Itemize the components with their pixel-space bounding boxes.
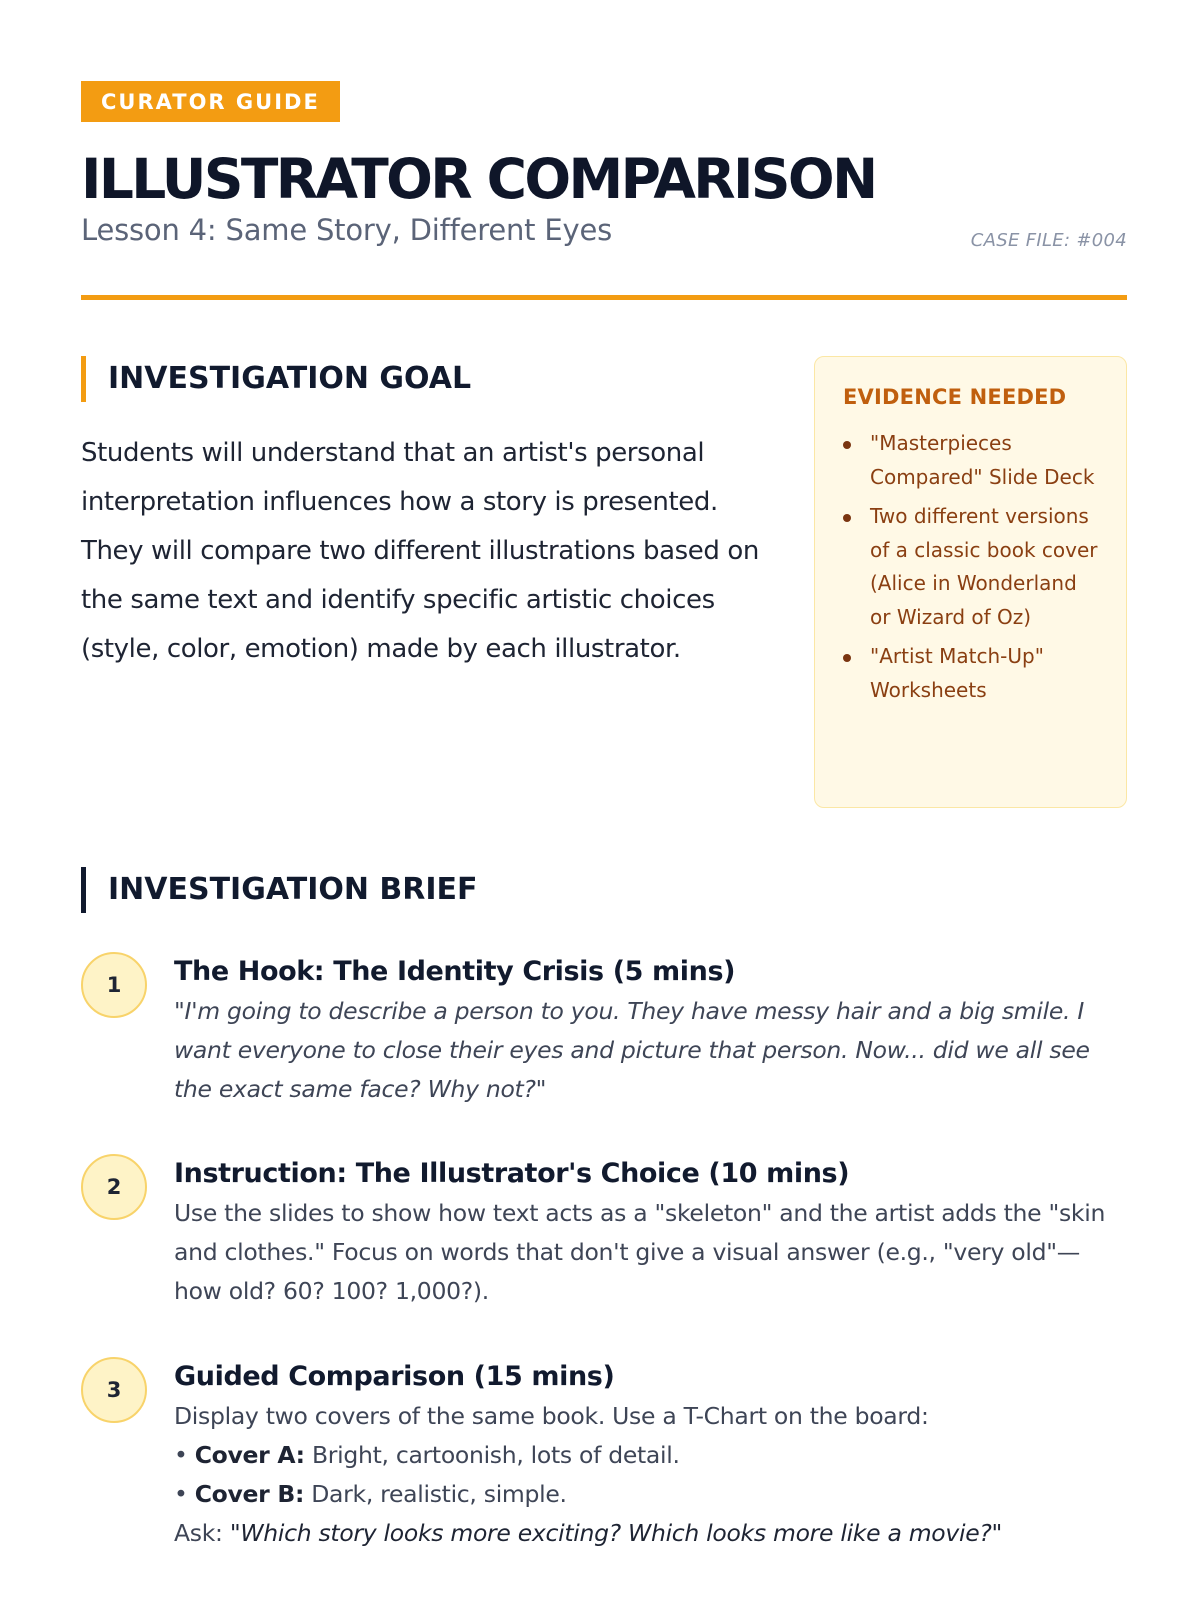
cover-b-line (174, 1475, 1127, 1514)
evidence-item: "Artist Match-Up" Worksheets (843, 640, 1100, 707)
ask-line (174, 1514, 1127, 1553)
step-text: Use the slides to show how text acts as a "skeleton" and the artist adds the "skin and clothes." Focus on words that don't give a visual answer (e.g., "very old"—how old? 60? 100? 1,000?). (174, 1199, 1106, 1305)
header-divider (81, 295, 1127, 300)
step-body (174, 952, 1127, 1109)
evidence-needed-title: EVIDENCE NEEDED (843, 385, 1067, 409)
investigation-goal-text: Students will understand that an artist's personal interpretation influences how a story is presented. They will compare two different illustrations based on the same text and identify specific artistic choices (style, color, emotion) made by each illustrator. (81, 438, 759, 664)
step-title: Guided Comparison (15 mins) (174, 1361, 615, 1392)
investigation-brief-heading: INVESTIGATION BRIEF (81, 867, 771, 913)
lesson-page (81, 81, 1127, 1547)
cover-a-text: Bright, cartoonish, lots of detail. (304, 1441, 680, 1469)
step-intro: Display two covers of the same book. Use a T-Chart on the board: (174, 1402, 929, 1430)
step-title: Instruction: The Illustrator's Choice (10 mins) (174, 1158, 850, 1189)
bullet: • (174, 1441, 188, 1469)
step-body (174, 1154, 1127, 1311)
investigation-goal-heading: INVESTIGATION GOAL (81, 356, 771, 402)
step-quote: "I'm going to describe a person to you. They have messy hair and a big smile. I want everyone to close their eyes and picture that person. Now... did we all see the exact same face? Why not?" (174, 997, 1090, 1103)
evidence-item: "Masterpieces Compared" Slide Deck (843, 427, 1100, 494)
step-title: The Hook: The Identity Crisis (5 mins) (174, 956, 736, 987)
evidence-needed-box (814, 356, 1127, 808)
step-number-badge: 1 (81, 952, 147, 1018)
case-file-label: CASE FILE: #004 (970, 230, 1127, 251)
evidence-list (843, 427, 1100, 707)
cover-b-label: Cover B: (194, 1480, 305, 1508)
cover-a-label: Cover A: (194, 1441, 305, 1469)
page-title: ILLUSTRATOR COMPARISON (81, 147, 876, 211)
bullet: • (174, 1480, 188, 1508)
evidence-item: Two different versions of a classic book cover (Alice in Wonderland or Wizard of Oz) (843, 500, 1100, 634)
cover-a-line (174, 1436, 1127, 1475)
lesson-subtitle: Lesson 4: Same Story, Different Eyes (81, 213, 612, 247)
step-body (174, 1357, 1127, 1553)
ask-label: Ask: (174, 1519, 230, 1547)
step-number-badge: 2 (81, 1154, 147, 1220)
curator-guide-tag: CURATOR GUIDE (81, 81, 340, 122)
cover-b-text: Dark, realistic, simple. (304, 1480, 567, 1508)
ask-question: "Which story looks more exciting? Which looks more like a movie?" (229, 1519, 1003, 1547)
step-number-badge: 3 (81, 1357, 147, 1423)
